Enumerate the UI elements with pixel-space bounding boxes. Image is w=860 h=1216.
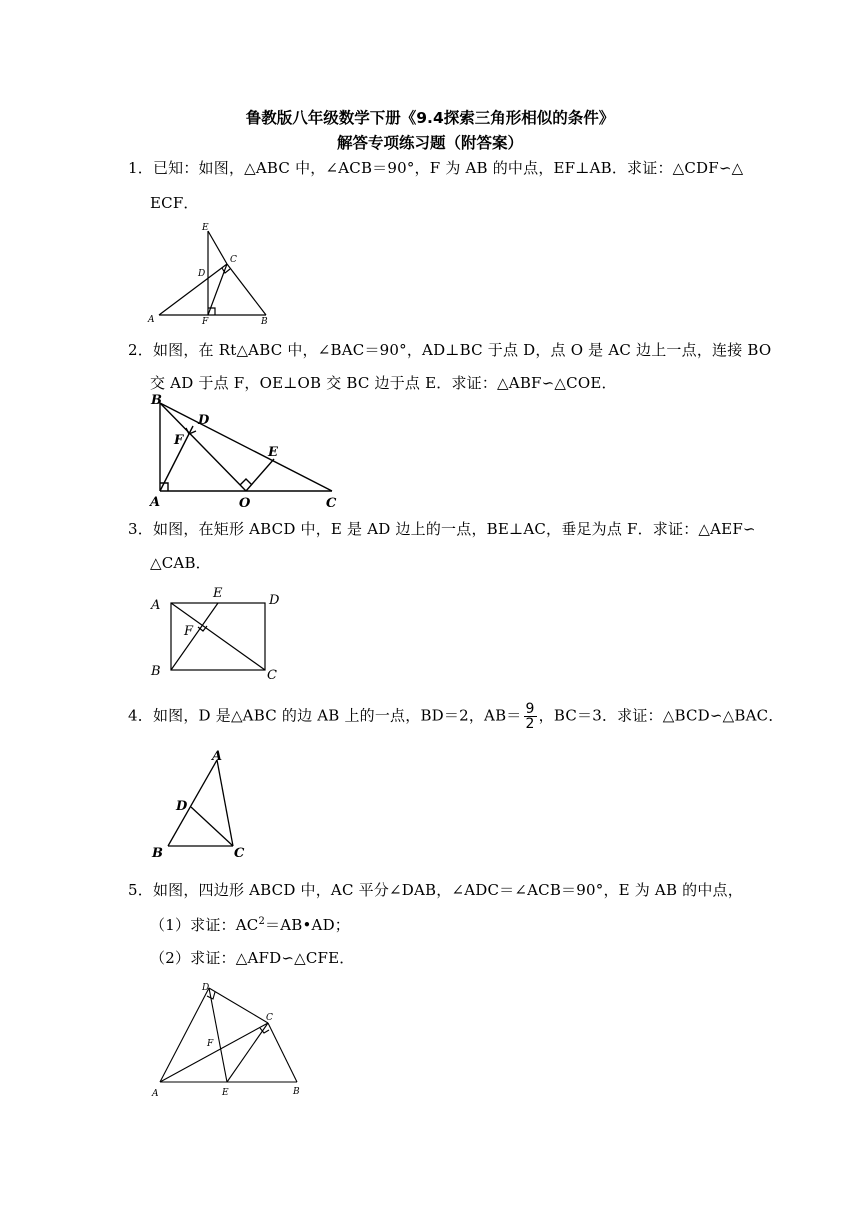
title-line-1: 鲁教版八年级数学下册《9.4探索三角形相似的条件》 [245, 109, 615, 127]
fig5-label-c: C [266, 1013, 273, 1023]
fig5-label-e: E [222, 1088, 229, 1098]
problem-1-text [128, 157, 743, 178]
fig5-label-f: F [207, 1039, 214, 1049]
problem-5-text [128, 879, 743, 900]
problem-4-statement-pre: 如图，D 是△ABC 的边 AB 上的一点，BD＝2，AB＝ [152, 706, 522, 725]
problem-5-part-1-post: ＝AB•AD； [265, 916, 350, 934]
fig2-label-a: A [150, 495, 161, 510]
problem-2-figure [144, 390, 344, 512]
fig1-label-a: A [148, 315, 155, 325]
fig4-label-c: C [234, 846, 245, 861]
fig1-label-b: B [261, 317, 268, 326]
fig2-label-e: E [268, 445, 278, 460]
problem-5-part-1 [150, 914, 350, 935]
fig2-label-f: F [174, 433, 184, 448]
problem-2-statement-a: 如图，在 Rt△ABC 中，∠BAC＝90°，AD⊥BC 于点 D，点 O 是 AC 边上一点，连接 BO [152, 341, 772, 359]
fig1-label-c: C [230, 255, 237, 265]
fraction-nine-halves [524, 702, 537, 731]
fig2-label-o: O [239, 496, 251, 511]
fig3-label-f: F [184, 624, 194, 639]
problem-5-statement-a: 如图，四边形 ABCD 中，AC 平分∠DAB，∠ADC＝∠ACB＝90°，E 为 AB 的中点， [152, 881, 743, 899]
problem-4-figure [146, 742, 256, 864]
problem-4-statement-post: ，BC＝3．求证：△BCD∽△BAC． [538, 706, 784, 725]
fig1-label-f: F [202, 317, 209, 326]
problem-3-text [128, 518, 756, 539]
problem-3-number: 3． [128, 520, 153, 538]
problem-5-part-1-pre: （1）求证：AC [150, 916, 259, 934]
problem-5-part-1-exponent: 2 [258, 916, 266, 927]
problem-3-figure [146, 580, 296, 684]
problem-4-number: 4． [128, 706, 153, 725]
fraction-denominator: 2 [525, 716, 535, 732]
fig4-label-b: B [152, 846, 163, 861]
fraction-numerator: 9 [525, 701, 535, 717]
problem-1-statement-a: 已知：如图，△ABC 中，∠ACB＝90°，F 为 AB 的中点，EF⊥AB．求证：△CDF∽△ [152, 159, 744, 177]
fig3-label-b: B [151, 664, 161, 679]
fig3-label-c: C [267, 668, 277, 683]
problem-2-text [128, 339, 771, 360]
fig2-label-d: D [198, 413, 210, 428]
fig4-label-d: D [176, 799, 188, 814]
problem-5-figure [146, 976, 316, 1100]
fig5-label-a: A [152, 1089, 159, 1099]
problem-3-statement-a: 如图，在矩形 ABCD 中，E 是 AD 边上的一点，BE⊥AC，垂足为点 F．求证：△AEF∽ [152, 520, 756, 538]
fig2-label-c: C [326, 496, 337, 511]
fig3-label-a: A [151, 598, 161, 613]
problem-1-figure [140, 218, 280, 326]
fig2-label-b: B [151, 393, 162, 408]
fig1-label-e: E [202, 223, 209, 233]
fig5-label-b: B [293, 1087, 300, 1097]
problem-3-statement-b: △CAB． [150, 554, 211, 572]
fig3-label-e: E [213, 586, 223, 601]
problem-2-number: 2． [128, 341, 153, 359]
problem-2-statement-b: 交 AD 于点 F，OE⊥OB 交 BC 边于点 E．求证：△ABF∽△COE． [150, 374, 617, 392]
problem-5-part-2: （2）求证：△AFD∽△CFE． [150, 949, 355, 967]
fig5-label-d: D [202, 983, 210, 993]
title-line-2: 解答专项练习题（附答案） [336, 134, 523, 152]
problem-1-statement-b: ECF． [150, 194, 199, 212]
problem-4-text [128, 702, 784, 731]
problem-1-number: 1． [128, 159, 153, 177]
fig1-label-d: D [198, 269, 206, 279]
fig4-label-a: A [212, 749, 223, 764]
problem-5-number: 5． [128, 881, 153, 899]
fig3-label-d: D [269, 593, 280, 608]
